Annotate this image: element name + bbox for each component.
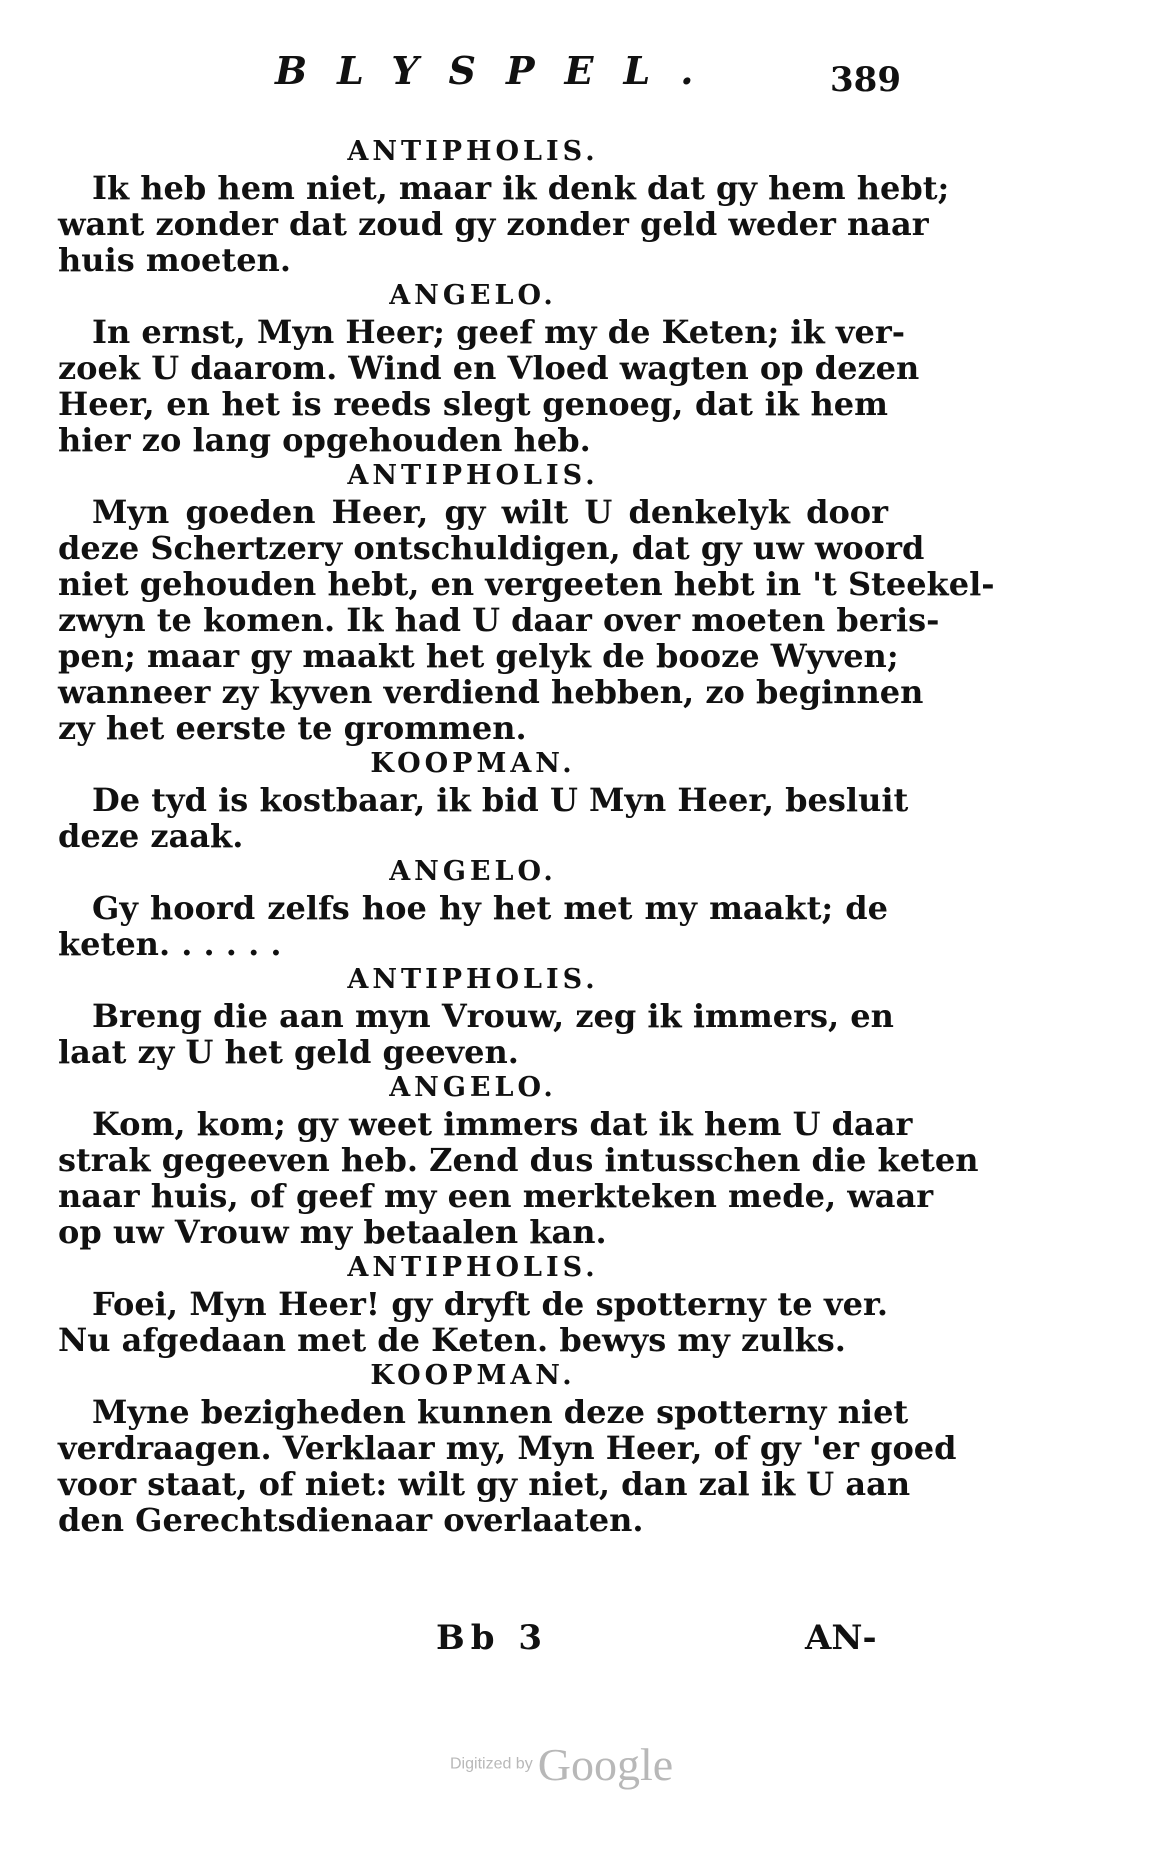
speech-line: deze zaak. (58, 817, 244, 855)
speech-line: Heer, en het is reeds slegt genoeg, dat ik hem (58, 385, 888, 423)
speech-line: zwyn te komen. Ik had U daar over moeten beris- (58, 601, 940, 639)
speech-line: wanneer zy kyven verdiend hebben, zo beginnen (58, 673, 924, 711)
speech-line: Gy hoord zelfs hoe hy het met my maakt; de (92, 889, 888, 927)
speech-line: Breng die aan myn Vrouw, zeg ik immers, en (92, 997, 894, 1035)
catchword: AN- (805, 1618, 877, 1658)
speech-line: voor staat, of niet: wilt gy niet, dan zal ik U aan (58, 1465, 911, 1503)
speech-line: hier zo lang opgehouden heb. (58, 421, 591, 459)
speaker-name: KOOPMAN. (370, 1360, 576, 1391)
speaker-name: ANTIPHOLIS. (347, 136, 599, 167)
speech-line: want zonder dat zoud gy zonder geld weder naar (58, 205, 929, 243)
speech-line: laat zy U het geld geeven. (58, 1033, 519, 1071)
speaker-name: ANTIPHOLIS. (347, 460, 599, 491)
signature-mark: Bb 3 (436, 1618, 549, 1658)
speech-line: De tyd is kostbaar, ik bid U Myn Heer, besluit (92, 781, 909, 819)
speech-line: strak gegeeven heb. Zend dus intusschen die keten (58, 1141, 979, 1179)
speaker-name: ANGELO. (389, 856, 557, 887)
speech-line: verdraagen. Verklaar my, Myn Heer, of gy 'er goed (58, 1429, 957, 1467)
speech-line: niet gehouden hebt, en vergeeten hebt in 't Steekel- (58, 565, 995, 603)
speaker-name: ANGELO. (389, 280, 557, 311)
speech-line: naar huis, of geef my een merkteken mede, waar (58, 1177, 934, 1215)
speech-line: huis moeten. (58, 241, 291, 279)
speech-line: keten. . . . . . (58, 925, 282, 963)
page-number: 389 (830, 60, 901, 100)
speech-line: Myn goeden Heer, gy wilt U denkelyk door (92, 493, 888, 531)
speech-line: Nu afgedaan met de Keten. bewys my zulks. (58, 1321, 846, 1359)
speech-line: zy het eerste te grommen. (58, 709, 527, 747)
dialogue-text (58, 134, 995, 1539)
digitized-watermark (450, 1738, 673, 1791)
speech-line: Kom, kom; gy weet immers dat ik hem U daar (92, 1105, 913, 1143)
google-logo: Google (537, 1739, 674, 1790)
speech-line: den Gerechtsdienaar overlaaten. (58, 1501, 644, 1539)
speaker-name: ANGELO. (389, 1072, 557, 1103)
speech-line: pen; maar gy maakt het gelyk de booze Wyven; (58, 637, 899, 675)
speaker-name: KOOPMAN. (370, 748, 576, 779)
speech-line: Foei, Myn Heer! gy dryft de spotterny te ver. (92, 1285, 888, 1323)
speech-line: Myne bezigheden kunnen deze spotterny niet (92, 1393, 909, 1431)
speech-line: op uw Vrouw my betaalen kan. (58, 1213, 607, 1251)
speech-line: In ernst, Myn Heer; geef my de Keten; ik ver- (92, 313, 905, 351)
watermark-prefix: Digitized by (450, 1755, 533, 1773)
speech-line: deze Schertzery ontschuldigen, dat gy uw woord (58, 529, 925, 567)
speaker-name: ANTIPHOLIS. (347, 1252, 599, 1283)
speaker-name: ANTIPHOLIS. (347, 964, 599, 995)
speech-line: Ik heb hem niet, maar ik denk dat gy hem hebt; (92, 169, 950, 207)
running-head: BLYSPEL. (275, 48, 724, 93)
speech-line: zoek U daarom. Wind en Vloed wagten op dezen (58, 349, 920, 387)
